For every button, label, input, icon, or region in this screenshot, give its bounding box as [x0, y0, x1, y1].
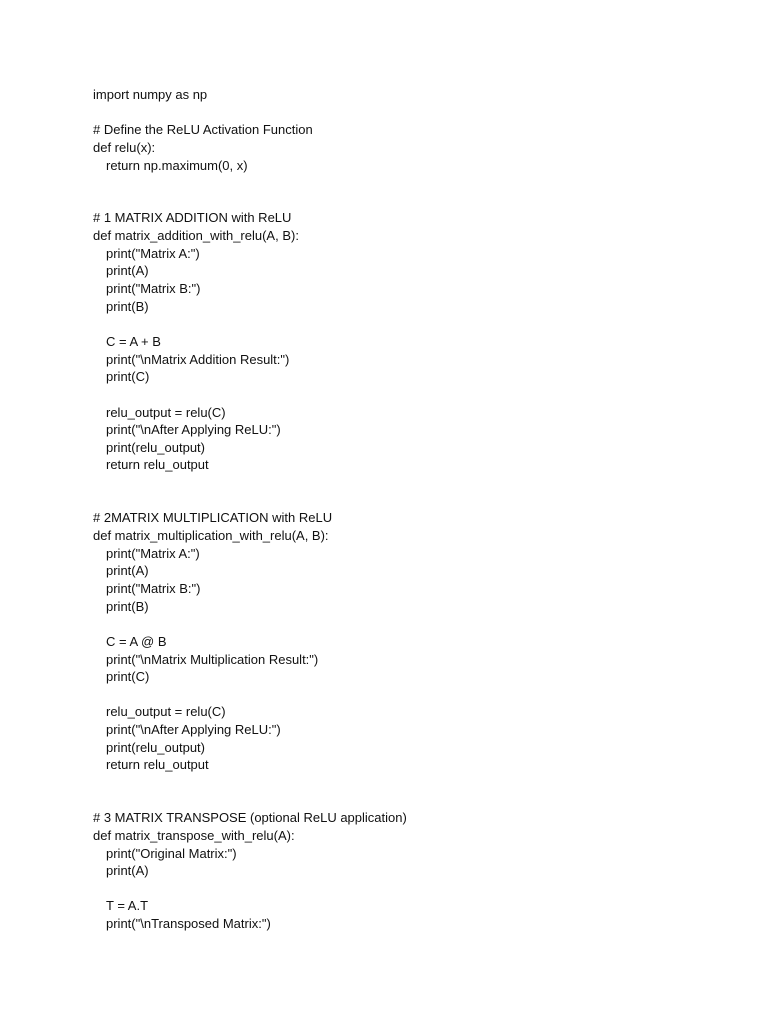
code-line: print("\nTransposed Matrix:")	[106, 916, 271, 932]
code-line: relu_output = relu(C)	[106, 704, 226, 720]
blank-line	[93, 174, 713, 192]
code-line: print("\nMatrix Multiplication Result:")	[106, 651, 319, 667]
blank-line	[93, 774, 713, 792]
code-line: return np.maximum(0, x)	[106, 157, 248, 173]
code-line: T = A.T	[106, 898, 149, 914]
code-line: print(C)	[106, 369, 150, 385]
comment-line: # 1 MATRIX ADDITION with ReLU	[93, 210, 292, 226]
comment-line: # 3 MATRIX TRANSPOSE (optional ReLU application)	[93, 810, 407, 826]
code-line: print(A)	[106, 563, 149, 579]
code-line: print("Original Matrix:")	[106, 845, 237, 861]
code-line: import numpy as np	[93, 87, 208, 102]
function-definition: def relu(x):	[93, 139, 156, 155]
code-block	[93, 86, 713, 933]
code-line: print(A)	[106, 863, 149, 879]
code-line: print("Matrix B:")	[106, 281, 201, 297]
blank-line	[93, 686, 713, 704]
code-line: relu_output = relu(C)	[106, 404, 226, 420]
code-line: print("\nAfter Applying ReLU:")	[106, 422, 281, 438]
blank-line	[93, 315, 713, 333]
comment-line: # 2MATRIX MULTIPLICATION with ReLU	[93, 510, 333, 526]
code-line: return relu_output	[106, 757, 209, 773]
code-line: print(relu_output)	[106, 439, 205, 455]
code-line: print("Matrix A:")	[106, 245, 200, 261]
function-definition: def matrix_transpose_with_relu(A):	[93, 827, 295, 843]
blank-line	[93, 792, 713, 810]
blank-line	[93, 615, 713, 633]
code-line: print(B)	[106, 298, 149, 314]
blank-line	[93, 492, 713, 510]
function-definition: def matrix_multiplication_with_relu(A, B):	[93, 528, 329, 544]
code-line: print("Matrix B:")	[106, 580, 201, 596]
blank-line	[93, 104, 713, 122]
code-line: print(B)	[106, 598, 149, 614]
code-line: print("\nMatrix Addition Result:")	[106, 351, 290, 367]
code-line: print("\nAfter Applying ReLU:")	[106, 722, 281, 738]
code-line: return relu_output	[106, 457, 209, 473]
code-line: print(A)	[106, 263, 149, 279]
code-line: print("Matrix A:")	[106, 545, 200, 561]
comment-line: # Define the ReLU Activation Function	[93, 122, 313, 138]
blank-line	[93, 880, 713, 898]
function-definition: def matrix_addition_with_relu(A, B):	[93, 228, 299, 244]
blank-line	[93, 192, 713, 210]
code-line: print(relu_output)	[106, 739, 205, 755]
code-line: print(C)	[106, 669, 150, 685]
blank-line	[93, 386, 713, 404]
code-line: C = A + B	[106, 333, 161, 349]
code-line: C = A @ B	[106, 633, 167, 649]
blank-line	[93, 474, 713, 492]
